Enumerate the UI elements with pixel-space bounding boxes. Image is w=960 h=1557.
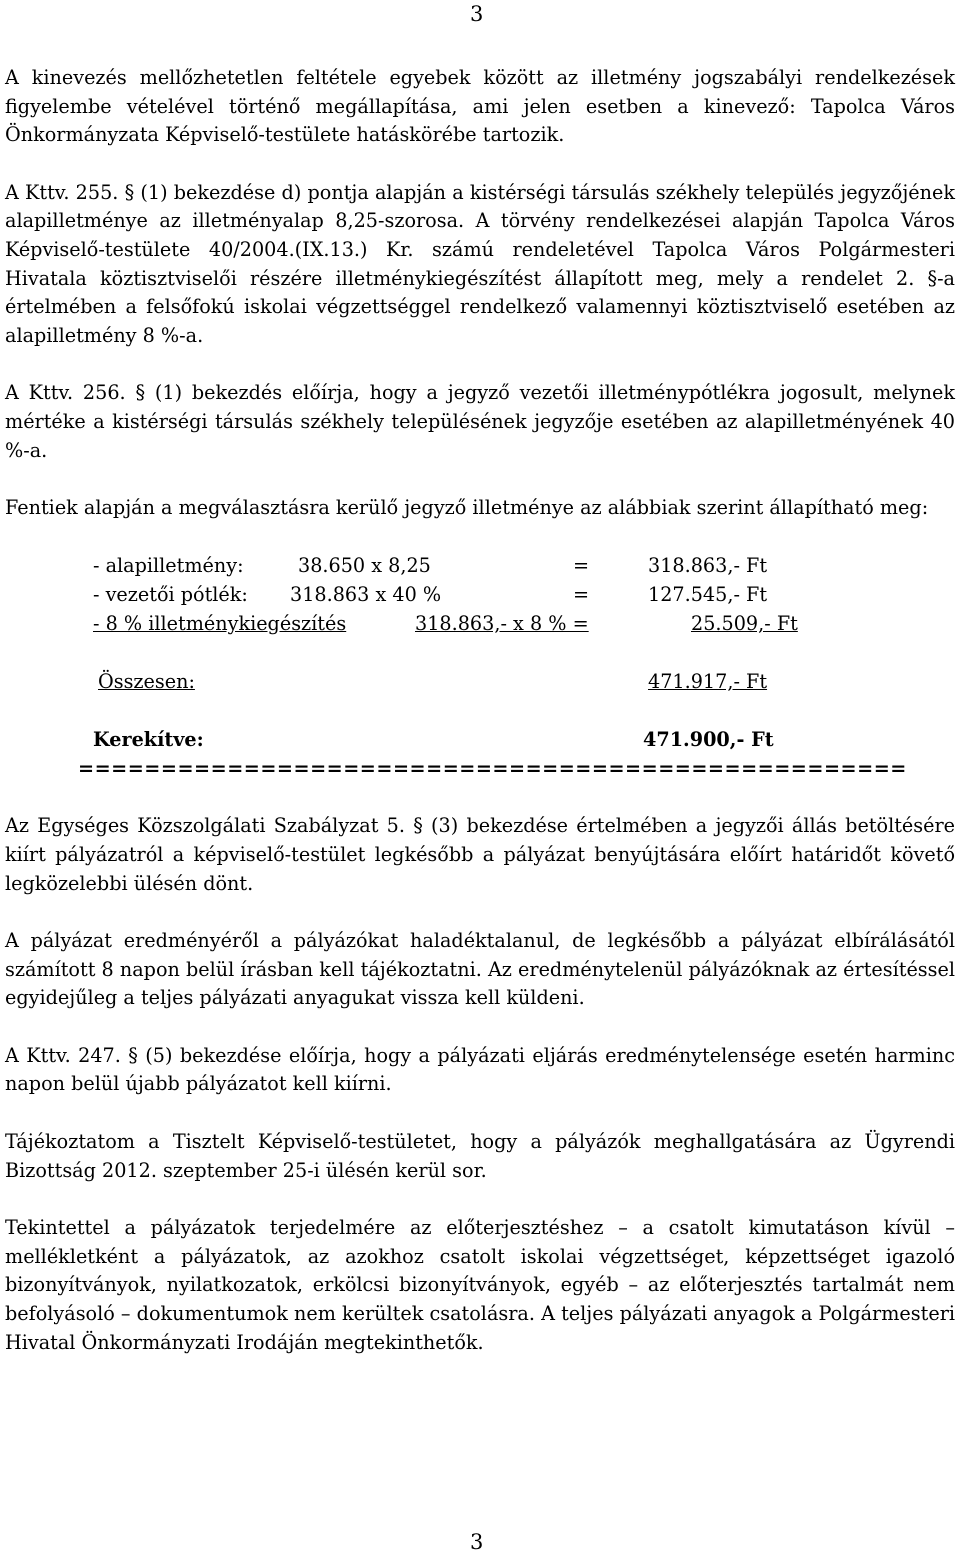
- paragraph-kttv-255: A Kttv. 255. § (1) bekezdése d) pontja alapján a kistérségi társulás székhely település jegyzőjének alapilletménye az illetményalap 8,25-szorosa. A törvény rendelkezései alapján Tapolca Város Képviselő-testülete 40/2004.(IX.13.) Kr. számú rendeletével Tapolca Város Polgármesteri Hivatala köztisztviselői részére illetménykiegészítést állapított meg, mely a rendelet 2. §-a értelmében a felsőfokú iskolai végzettséggel rendelkező valamennyi köztisztviselő esetében az alapilletmény 8 %-a.: [5, 180, 955, 347]
- calc-row-supplement: [93, 610, 955, 639]
- calc-label: - 8 % illetménykiegészítés: [93, 611, 347, 635]
- calc-row-base-salary: [93, 552, 955, 581]
- calc-row-total: [93, 668, 955, 697]
- calc-formula: 318.863,- x 8 % =: [415, 611, 589, 635]
- rounded-label: Kerekítve:: [93, 727, 204, 751]
- paragraph-kttv-256: A Kttv. 256. § (1) bekezdés előírja, hogy a jegyző vezetői illetménypótlékra jogosult, melynek mértéke a kistérségi társulás székhely településének jegyzője esetében az alapilletményének 40 %-a.: [5, 381, 955, 462]
- calc-formula: 38.650 x 8,25: [298, 553, 431, 577]
- paragraph-appointment-condition: A kinevezés mellőzhetetlen feltétele egyebek között az illetmény jogszabályi rendelkezések figyelembe vételével történő megállapítása, ami jelen esetben a kinevező: Tapolca Város Önkormányzata Képviselő-testülete hatáskörébe tartozik.: [5, 66, 955, 147]
- separator-line: ==================================================: [78, 756, 907, 780]
- rounded-result: 471.900,- Ft: [643, 727, 774, 751]
- total-result: 471.917,- Ft: [648, 669, 768, 693]
- salary-calculation: [93, 552, 955, 755]
- calc-label: - vezetői pótlék:: [93, 582, 248, 606]
- paragraph-salary-intro: Fentiek alapján a megválasztásra kerülő jegyző illetménye az alábbiak szerint állapítható meg:: [5, 496, 929, 520]
- page-number-bottom: 3: [470, 1530, 484, 1554]
- calc-label: - alapilletmény:: [93, 553, 244, 577]
- calc-row-leader-allowance: [93, 581, 955, 610]
- calc-equals: =: [573, 582, 590, 606]
- calc-equals: =: [573, 553, 590, 577]
- total-label: Összesen:: [98, 669, 195, 693]
- calc-formula: 318.863 x 40 %: [290, 582, 442, 606]
- paragraph-ekszsz: Az Egységes Közszolgálati Szabályzat 5. § (3) bekezdése értelmében a jegyzői állás betöltésére kiírt pályázatról a képviselő-testület legkésőbb a pályázat benyújtására előírt határidőt követő legközelebbi ülésén dönt.: [5, 814, 955, 895]
- calc-row-rounded: [93, 726, 955, 755]
- calc-result: 318.863,- Ft: [648, 553, 768, 577]
- calc-result: 25.509,- Ft: [691, 611, 798, 635]
- paragraph-kttv-247: A Kttv. 247. § (5) bekezdése előírja, hogy a pályázati eljárás eredménytelensége esetén harminc napon belül újabb pályázatot kell kiírni.: [5, 1043, 955, 1096]
- calc-result: 127.545,- Ft: [648, 582, 768, 606]
- paragraph-notification: A pályázat eredményéről a pályázókat haladéktalanul, de legkésőbb a pályázat elbírálásától számított 8 napon belül írásban kell tájékoztatni. Az eredménytelenül pályázóknak az értesítéssel egyidejűleg a teljes pályázati anyagukat vissza kell küldeni.: [5, 929, 955, 1010]
- paragraph-hearing: Tájékoztatom a Tisztelt Képviselő-testületet, hogy a pályázók meghallgatására az Ügyrendi Bizottság 2012. szeptember 25-i ülésén kerül sor.: [5, 1130, 955, 1182]
- document-body: [5, 64, 955, 1357]
- paragraph-attachments: Tekintettel a pályázatok terjedelmére az előterjesztéshez – a csatolt kimutatáson kívül – mellékletként a pályázatok, az azokhoz csatolt iskolai végzettséget, képzettséget igazoló bizonyítványok, nyilatkozatok, erkölcsi bizonyítványok, egyéb – az előterjesztés tartalmát nem befolyásoló – dokumentumok nem kerültek csatolásra. A teljes pályázati anyagok a Polgármesteri Hivatal Önkormányzati Irodáján megtekinthetők.: [5, 1216, 955, 1354]
